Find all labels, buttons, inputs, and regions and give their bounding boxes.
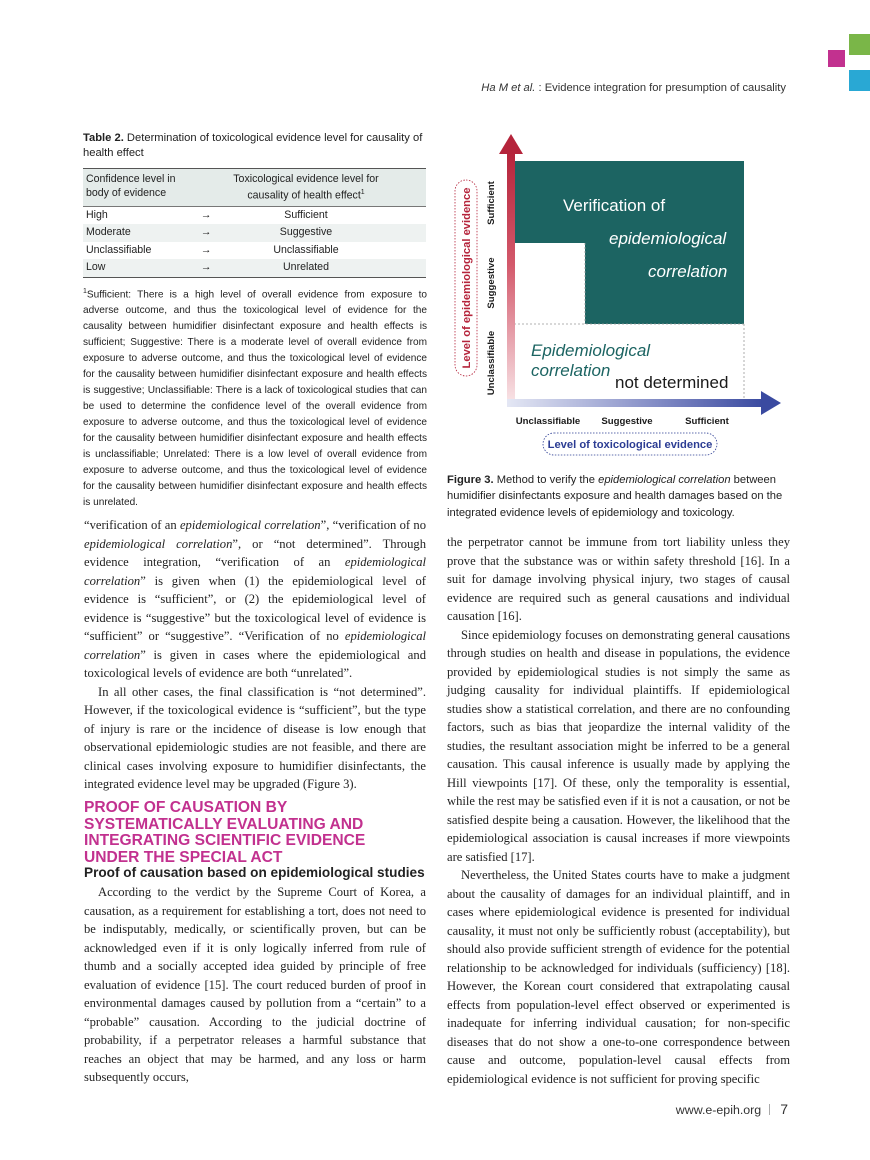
table-row [83,242,426,260]
table-row [83,224,426,242]
x-tick-unclassifiable: Unclassifiable [515,416,581,427]
table-cell-toxicological: Suggestive [279,226,333,239]
x-axis-arrow-shaft [507,399,764,407]
table-cell-toxicological: Unrelated [283,261,329,274]
evidence-table [83,168,426,278]
table-caption-text: Determination of toxicological evidence level for causality of health effect [83,132,423,159]
page-footer [676,1101,788,1117]
right-paragraph-3: Nevertheless, the United States courts have to make a judgment about the causality of damages for an individual plaintiff, and in cases where epidemiological evidence is presented for individual causality, it must not only be sufficiently robust (acceptability), but should also provide sufficient strength of evidence for the potential relationship to be acknowledged for individuals (sufficiency) [18]. However, the Korean court considered that extrapolating causal effects from population-level effect observed or experimented is inadequate for inferring individual causation; for non-specific diseases that do not show a one-to-one correspondence between cause and outcome, population-level causal effects from epidemiological evidence is not sufficient for proving specific [447,868,790,1086]
table-cell-arrow: → [200,208,212,221]
not-determined-line1: Epidemiological [531,341,651,360]
y-axis-arrow-head [499,134,523,154]
left-paragraph-2: In all other cases, the final classification is “not determined”. However, if the toxicological evidence is “sufficient”, but the type of injury is rare or the incidence of disease is low enough that observational epidemiologic studies are not feasible, and there are clinical cases involving exposure to humidifier disinfectants, the integrated evidence level may be upgraded (Figure 3). [84,684,426,791]
figure-caption-post: between humidifier disinfectants exposure and health damages based on the integrated evidence levels of epidemiology and toxicology. [447,474,783,519]
table-cell-arrow: → [200,226,212,239]
corner-square-green [849,34,870,55]
figure-caption-pre: Method to verify the [493,474,599,486]
table-header-row [83,168,426,207]
running-head-authors: Ha M et al. [481,82,536,94]
verified-line2: epidemiological [609,229,727,248]
table-cell-arrow: → [200,261,212,274]
figure-caption-em: epidemiological correlation [598,474,731,486]
y-tick-unclassifiable: Unclassifiable [486,330,497,396]
subsection-heading: Proof of causation based on epidemiological studies [84,865,425,880]
table-cell-confidence: Low [86,261,106,274]
table-header-confidence: Confidence level in body of evidence [86,173,176,199]
figure-label: Figure 3. [447,474,494,486]
table-cell-toxicological: Unclassifiable [273,243,339,256]
x-tick-suggestive: Suggestive [601,416,653,427]
table-cell-confidence: Unclassifiable [86,243,152,256]
left-paragraph-3: According to the verdict by the Supreme Court of Korea, a causation, as a requirement for establishing a tort, does not need to be indisputably, medically, or scientifically proven, but can be acknowledged even if it is only logically inferred from rule of thumb and a socially accepted idea guided by principle of free evaluation of evidence [15]. The court reduced burden of proof in environmental damages caused by pollution from a “certain” to a “probable” causation. According to the judicial doctrine of probability, if a perpetrator releases a harmful substance that reaches an object that may be harmed, and any loss or harm subsequently occurs, [84,885,426,1084]
corner-square-cyan [849,70,870,91]
y-axis-arrow-shaft [507,152,515,402]
table-cell-confidence: High [86,208,108,221]
figure-caption [447,472,790,521]
x-axis-arrow-head [761,391,781,415]
y-axis-title: Level of epidemiological evidence [461,187,473,369]
x-axis-title: Level of toxicological evidence [547,439,713,451]
footer-divider [769,1104,770,1115]
table-footnote-text: Sufficient: There is a high level of overall evidence from exposure to adverse outcome, and thus the toxicological level of evidence for the causality between humidifier disinfectant exposure and health effects is sufficient; Suggestive: There is a moderate level of overall evidence from exposure to adverse outcome, and thus the toxicological level of evidence for the causality between humidifier disinfectant exposure and health effects is suggestive; Unclassifiable: There is a lack of toxicological studies that can be used to determine the confidence level of the overall evidence from exposure to adverse outcome, and thus the toxicological level of evidence for the causality between humidifier disinfectant exposure and health effects is unclassifiable; Unrelated: There is a low level of overall evidence from exposure to adverse outcome, and thus the toxicological level of evidence for the causality between humidifier disinfectant exposure and health effects is unrelated. [83,289,427,509]
not-determined-line2: correlation [531,361,611,380]
table-label: Table 2. [83,132,124,144]
not-determined-line3: not determined [615,373,729,392]
table-header-toxicological [186,172,426,203]
region-undetermined-middle [514,243,585,324]
table-header-toxicological-text: Toxicological evidence level for causality of health effect [233,173,379,202]
journal-url: www.e-epih.org [675,1103,762,1117]
left-column-upper [84,516,426,794]
verified-line3: correlation [648,262,728,281]
table-footnote [83,284,427,511]
table-row [83,259,426,278]
page-number: 7 [780,1101,788,1117]
verified-line1: Verification of [563,196,666,215]
table-caption [83,131,428,161]
section-heading: PROOF OF CAUSATION BY SYSTEMATICALLY EVALUATING AND INTEGRATING SCIENTIFIC EVIDENCE UNDER THE SPECIAL ACT [84,799,366,866]
x-tick-sufficient: Sufficient [685,416,729,427]
table-header-sup: 1 [360,189,365,196]
y-tick-sufficient: Sufficient [486,181,497,225]
y-tick-suggestive: Suggestive [486,257,497,309]
running-head [481,82,786,94]
running-head-title: : Evidence integration for presumption of causality [535,82,786,94]
right-paragraph-2: Since epidemiology focuses on demonstrating general causations through studies on health and disease in populations, the evidence provided by epidemiological studies is not simply the same as judging causality for individual plaintiffs. If epidemiological studies show a statistical correlation, and there are no confounding factors, such as bias that jeopardize the internal validity of the studies, the resultant association might be inferred to be a general causation. This causal inference is usually made by applying the Hill viewpoints [17]. Of these, only the temporality is essential, while the rest may be satisfied even if it is not a causation, or not be satisfied despite being a causation. However, the likelihood that the epidemiological association is causal increases if more viewpoints are satisfied [17]. [447,627,790,864]
left-column-lower [84,883,426,1087]
table-row [83,207,426,225]
corner-square-magenta [828,50,845,67]
left-paragraph-1: “verification of an epidemiological correlation”, “verification of no epidemiological correlation”, or “not determined”. Through evidence integration, “verification of an epidemiological correlation” is given when (1) the epidemiological level of evidence is “sufficient”, or (2) the epidemiological level of evidence is “suggestive” but the toxicological level of evidence is “sufficient” or “suggestive”. “Verification of no epidemiological correlation” is given in cases where the epidemiological and toxicological levels of evidence are both “unrelated”. [84,518,426,680]
right-paragraph-1: the perpetrator cannot be immune from tort liability unless they prove that the substance was or within safety threshold [16]. In a suit for damage involving physical injury, two stages of causal evidence are required such as general causations and individual causation [16]. [447,535,790,623]
right-column [447,533,790,1088]
table-footnote-sup: 1 [83,288,87,295]
table-cell-confidence: Moderate [86,226,131,239]
table-cell-toxicological: Sufficient [284,208,328,221]
table-cell-arrow: → [200,243,212,256]
region-verified-middle [585,243,744,324]
evidence-integration-figure [445,128,790,463]
